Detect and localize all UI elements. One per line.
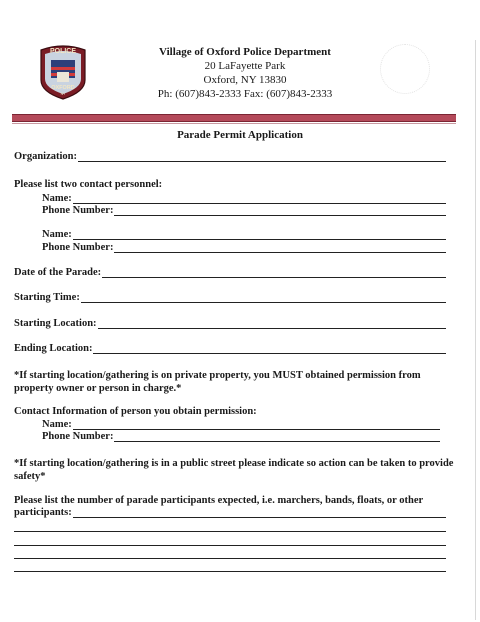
start-time-row <box>14 292 446 303</box>
contact1-phone-field[interactable] <box>114 205 446 216</box>
form-title: Parade Permit Application <box>177 129 303 141</box>
badge-top-text: POLICE <box>49 48 77 55</box>
contact2-name-field[interactable] <box>73 229 446 240</box>
badge-bottom-text: OXFORD <box>51 85 75 91</box>
contact1-phone-label: Phone Number: <box>42 205 114 216</box>
badge-state-text: NY <box>60 92 66 96</box>
participants-line-5[interactable] <box>14 571 446 572</box>
contacts-intro: Please list two contact personnel: <box>14 179 163 190</box>
participants-line-3[interactable] <box>14 545 446 546</box>
start-time-field[interactable] <box>81 292 446 303</box>
permission-intro: Contact Information of person you obtain permission: <box>14 406 257 417</box>
contact2-name-row <box>42 229 446 240</box>
permission-phone-label: Phone Number: <box>42 431 114 442</box>
participants-field[interactable] <box>73 507 446 518</box>
start-time-label: Starting Time: <box>14 292 80 303</box>
contact1-name-row <box>42 193 446 204</box>
contact2-phone-field[interactable] <box>114 242 446 253</box>
end-location-row <box>14 343 446 354</box>
contact1-phone-row <box>42 205 446 216</box>
contact2-phone-row <box>42 242 446 253</box>
parade-date-row <box>14 267 446 278</box>
participants-line-4[interactable] <box>14 558 446 559</box>
organization-label: Organization: <box>14 151 77 162</box>
start-location-field[interactable] <box>98 318 446 329</box>
header-divider-line <box>12 123 456 124</box>
phone-fax: Ph: (607)843-2333 Fax: (607)843-2333 <box>157 88 333 100</box>
address-line-2: Oxford, NY 13830 <box>203 74 287 86</box>
participants-intro: Please list the number of parade participants expected, i.e. marchers, bands, floats, or other <box>14 495 424 506</box>
contact1-name-field[interactable] <box>73 193 446 204</box>
department-name: Village of Oxford Police Department <box>159 46 331 58</box>
letterhead <box>130 45 360 101</box>
parade-date-field[interactable] <box>102 267 446 278</box>
participants-label: participants: <box>14 507 72 518</box>
contact1-name-label: Name: <box>42 193 72 204</box>
end-location-field[interactable] <box>93 343 446 354</box>
contact2-phone-label: Phone Number: <box>42 242 114 253</box>
permission-name-field[interactable] <box>73 419 440 430</box>
address-line-1: 20 LaFayette Park <box>204 60 286 72</box>
permission-name-row <box>42 419 440 430</box>
permission-phone-row <box>42 431 440 442</box>
parade-date-label: Date of the Parade: <box>14 267 102 278</box>
organization-row <box>14 151 446 162</box>
permission-name-label: Name: <box>42 419 72 430</box>
page-edge <box>475 40 476 620</box>
start-location-row <box>14 318 446 329</box>
end-location-label: Ending Location: <box>14 343 93 354</box>
participants-line-2[interactable] <box>14 531 446 532</box>
start-location-label: Starting Location: <box>14 318 97 329</box>
participants-row <box>14 507 446 518</box>
police-badge-logo <box>37 42 89 100</box>
private-property-note: *If starting location/gathering is on private property, you MUST obtained permission from property owner or person in charge.* <box>14 370 421 394</box>
header-divider-bar <box>12 114 456 122</box>
faint-seal <box>380 44 430 94</box>
organization-field[interactable] <box>78 151 446 162</box>
public-street-note: *If starting location/gathering is in a public street please indicate so action can be taken to provide safety* <box>14 458 454 482</box>
permission-phone-field[interactable] <box>114 431 440 442</box>
contact2-name-label: Name: <box>42 229 72 240</box>
